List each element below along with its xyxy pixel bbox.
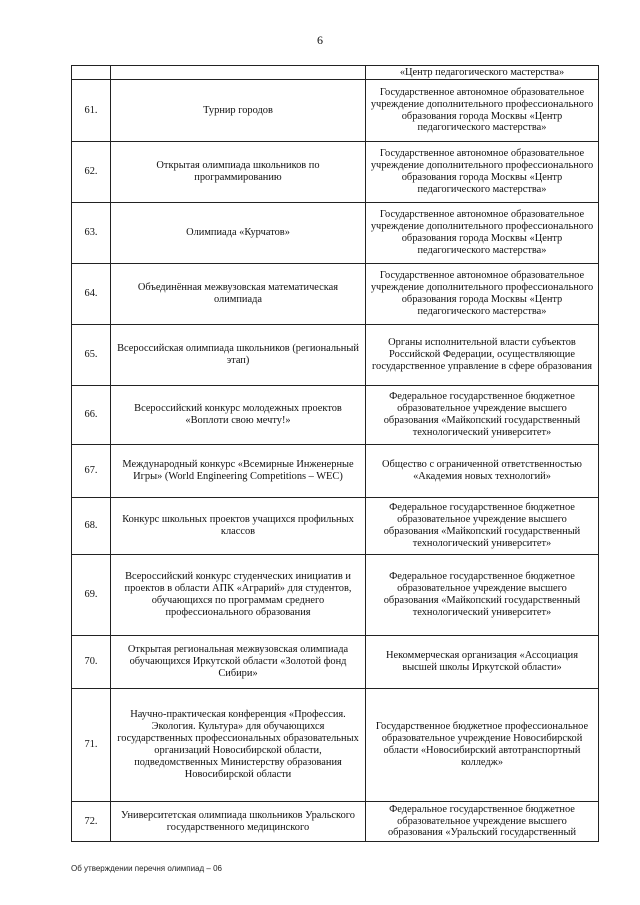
organizer: Федеральное государственное бюджетное образовательное учреждение высшего образования «Уральский государственный xyxy=(366,802,599,842)
row-number xyxy=(72,66,111,80)
organizer: Некоммерческая организация «Ассоциация высшей школы Иркутской области» xyxy=(366,636,599,689)
olympiad-name: Открытая олимпиада школьников по программированию xyxy=(111,142,366,203)
olympiad-name: Научно-практическая конференция «Профессия. Экология. Культура» для обучающихся государственных профессиональных образовательных организаций Новосибирской области, подведомственных Министерству образования Новосибирской области xyxy=(111,689,366,802)
organizer: Государственное автономное образовательное учреждение дополнительного профессионального образования города Москвы «Центр педагогического мастерства» xyxy=(366,264,599,325)
row-number: 71. xyxy=(72,689,111,802)
row-number: 69. xyxy=(72,555,111,636)
organizer: Органы исполнительной власти субъектов Российской Федерации, осуществляющие государственное управление в сфере образования xyxy=(366,325,599,386)
table-row xyxy=(72,555,599,636)
table-row xyxy=(72,386,599,445)
table-row xyxy=(72,142,599,203)
row-number: 61. xyxy=(72,80,111,142)
organizer: «Центр педагогического мастерства» xyxy=(366,66,599,80)
organizer: Общество с ограниченной ответственностью «Академия новых технологий» xyxy=(366,445,599,498)
row-number: 64. xyxy=(72,264,111,325)
row-number: 66. xyxy=(72,386,111,445)
table-row xyxy=(72,498,599,555)
olympiad-name: Объединённая межвузовская математическая олимпиада xyxy=(111,264,366,325)
organizer: Федеральное государственное бюджетное образовательное учреждение высшего образования «Майкопский государственный технологический университет» xyxy=(366,555,599,636)
organizer: Государственное автономное образовательное учреждение дополнительного профессионального образования города Москвы «Центр педагогического мастерства» xyxy=(366,80,599,142)
olympiad-name: Университетская олимпиада школьников Уральского государственного медицинского xyxy=(111,802,366,842)
table-row xyxy=(72,802,599,842)
olympiad-name: Олимпиада «Курчатов» xyxy=(111,203,366,264)
row-number: 65. xyxy=(72,325,111,386)
olympiad-name: Конкурс школьных проектов учащихся профильных классов xyxy=(111,498,366,555)
row-number: 67. xyxy=(72,445,111,498)
row-number: 72. xyxy=(72,802,111,842)
olympiad-name: Турнир городов xyxy=(111,80,366,142)
table-row xyxy=(72,689,599,802)
table-row xyxy=(72,80,599,142)
row-number: 68. xyxy=(72,498,111,555)
footer-text: Об утверждении перечня олимпиад – 06 xyxy=(71,864,222,873)
olympiad-name: Всероссийская олимпиада школьников (региональный этап) xyxy=(111,325,366,386)
page-number: 6 xyxy=(317,33,323,47)
organizer: Федеральное государственное бюджетное образовательное учреждение высшего образования «Майкопский государственный технологический университет» xyxy=(366,498,599,555)
olympiad-name: Международный конкурс «Всемирные Инженерные Игры» (World Engineering Competitions – WEC) xyxy=(111,445,366,498)
table-row xyxy=(72,636,599,689)
table-row xyxy=(72,264,599,325)
row-number: 63. xyxy=(72,203,111,264)
row-number: 62. xyxy=(72,142,111,203)
olympiad-name xyxy=(111,66,366,80)
row-number: 70. xyxy=(72,636,111,689)
organizer: Государственное автономное образовательное учреждение дополнительного профессионального образования города Москвы «Центр педагогического мастерства» xyxy=(366,142,599,203)
organizer: Государственное бюджетное профессиональное образовательное учреждение Новосибирской области «Новосибирский автотранспортный колледж» xyxy=(366,689,599,802)
table-row xyxy=(72,325,599,386)
olympiad-name: Открытая региональная межвузовская олимпиада обучающихся Иркутской области «Золотой фонд Сибири» xyxy=(111,636,366,689)
olympiad-table xyxy=(71,65,599,842)
table-row xyxy=(72,203,599,264)
table-row xyxy=(72,66,599,80)
olympiad-name: Всероссийский конкурс молодежных проектов «Воплоти свою мечту!» xyxy=(111,386,366,445)
table-row xyxy=(72,445,599,498)
organizer: Федеральное государственное бюджетное образовательное учреждение высшего образования «Майкопский государственный технологический университет» xyxy=(366,386,599,445)
organizer: Государственное автономное образовательное учреждение дополнительного профессионального образования города Москвы «Центр педагогического мастерства» xyxy=(366,203,599,264)
olympiad-name: Всероссийский конкурс студенческих инициатив и проектов в области АПК «Аграрий» для студентов, обучающихся по программам среднего профессионального образования xyxy=(111,555,366,636)
